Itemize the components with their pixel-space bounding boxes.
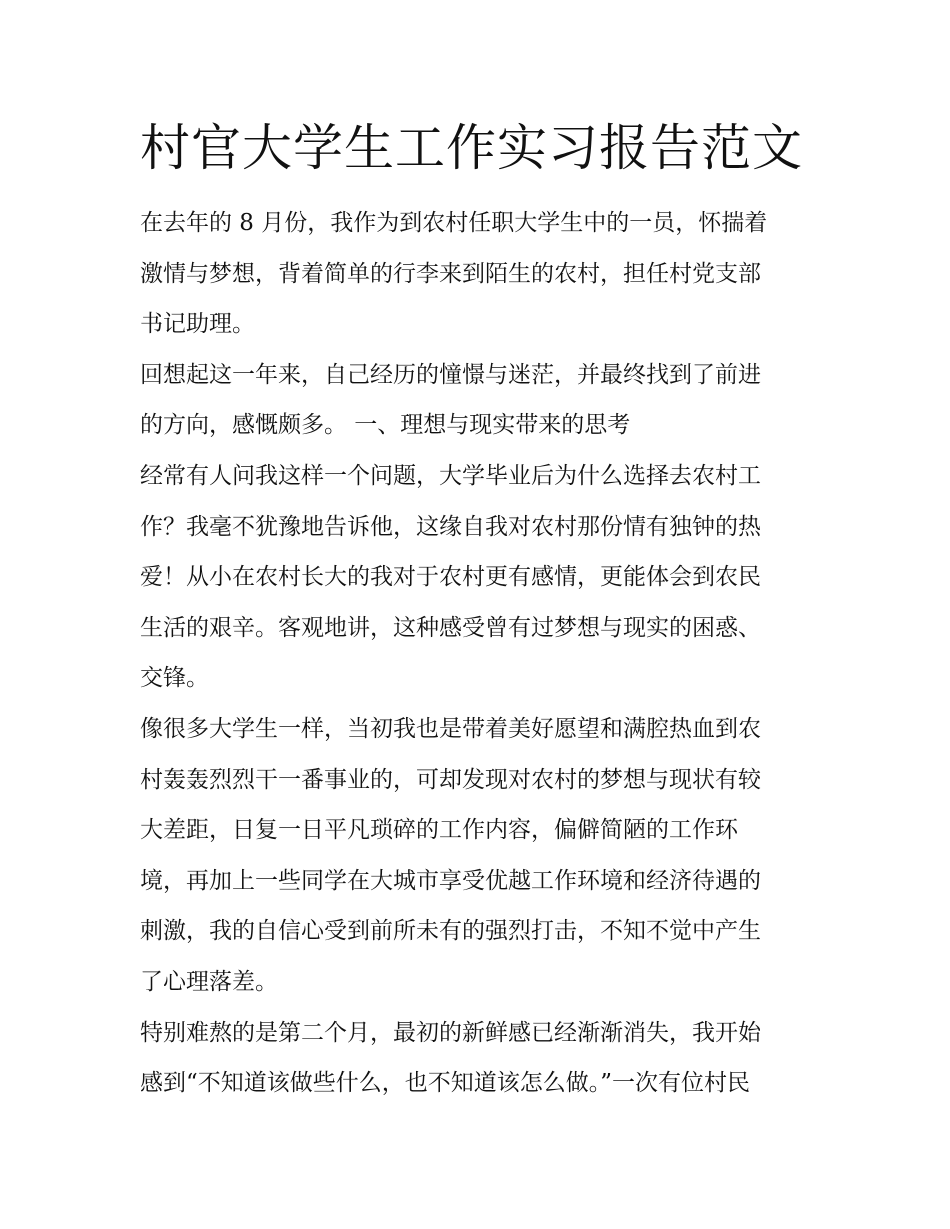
- text-line: 的方向，感慨颇多。 一、理想与现实带来的思考: [140, 412, 631, 439]
- text-line: 特别难熬的是第二个月，最初的新鲜感已经渐渐消失，我开始: [140, 1019, 761, 1046]
- text-line: 刺激，我的自信心受到前所未有的强烈打击，不知不觉中产生: [140, 918, 761, 945]
- text-line: 爱！从小在农村长大的我对于农村更有感情，更能体会到农民: [140, 564, 761, 591]
- text-line: 书记助理。: [140, 311, 255, 338]
- text-line: 生活的艰辛。客观地讲，这种感受曾有过梦想与现实的困惑、: [140, 614, 761, 641]
- text-line: 村轰轰烈烈干一番事业的，可却发现对农村的梦想与现状有较: [140, 766, 761, 793]
- text-line: 回想起这一年来，自己经历的憧憬与迷茫，并最终找到了前进: [140, 361, 761, 388]
- text-line: 经常有人问我这样一个问题，大学毕业后为什么选择去农村工: [140, 462, 761, 489]
- text-line: 激情与梦想，背着简单的行李来到陌生的农村，担任村党支部: [140, 260, 761, 287]
- text-line: 在去年的 8 月份，我作为到农村任职大学生中的一员，怀揣着: [140, 210, 768, 236]
- text-line: 了心理落差。: [140, 968, 278, 995]
- text-line: 像很多大学生一样，当初我也是带着美好愿望和满腔热血到农: [140, 715, 761, 742]
- text-line: 感到“不知道该做些什么，也不知道该怎么做。”一次有位村民: [140, 1070, 751, 1097]
- document-body: [140, 198, 812, 1109]
- text-line: 境，再加上一些同学在大城市享受优越工作环境和经济待遇的: [140, 867, 761, 894]
- document-title: 村官大学生工作实习报告范文: [140, 119, 803, 177]
- text-line: 大差距，日复一日平凡琐碎的工作内容，偏僻简陋的工作环: [140, 817, 738, 844]
- text-line: 交锋。: [140, 665, 209, 692]
- text-line: 作？我毫不犹豫地告诉他，这缘自我对农村那份情有独钟的热: [140, 513, 761, 540]
